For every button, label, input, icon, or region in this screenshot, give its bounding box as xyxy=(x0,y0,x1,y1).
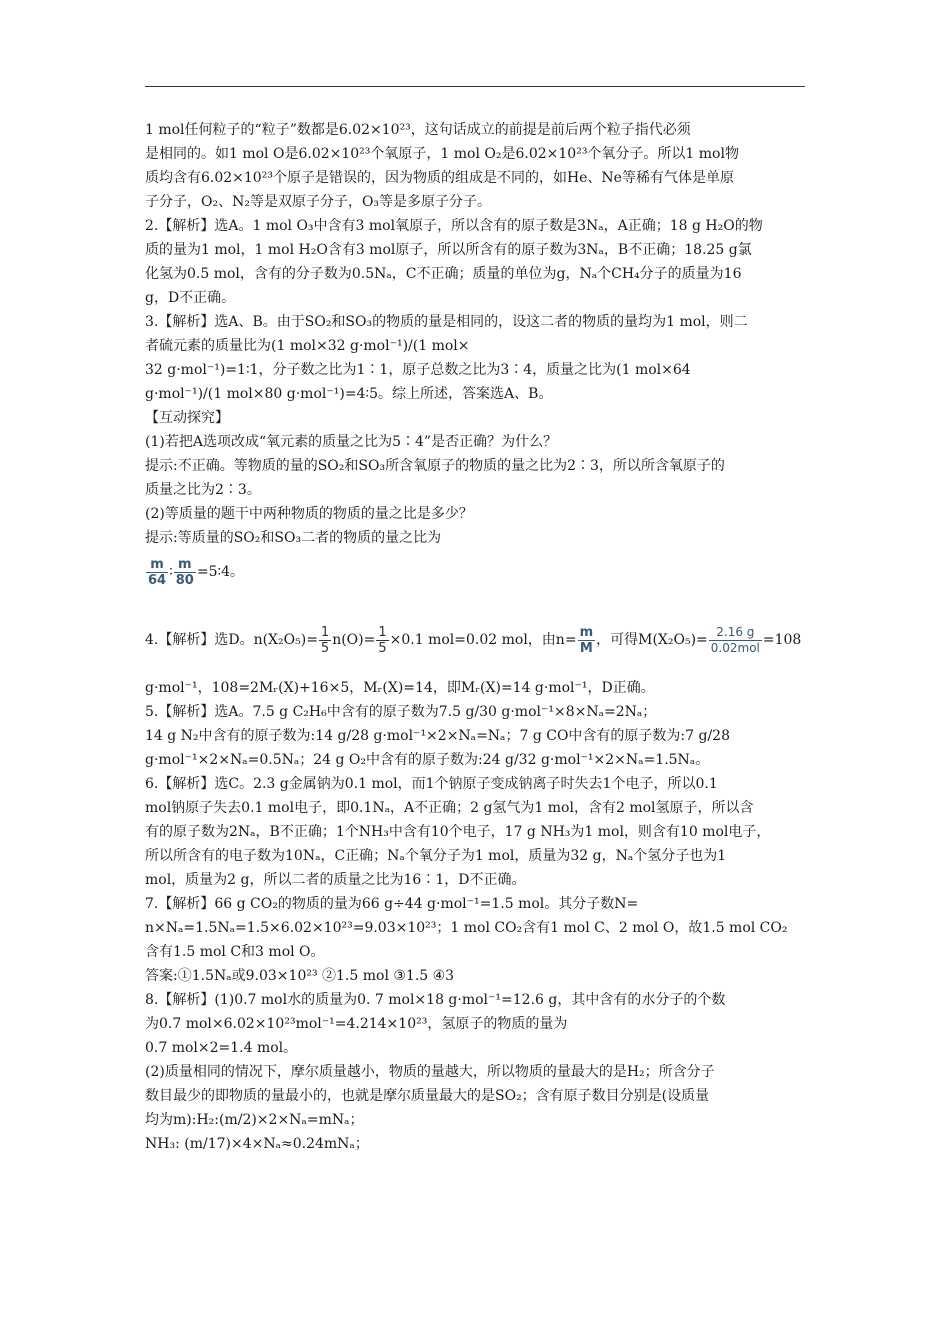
text-line: g·mol⁻¹×2×Nₐ=0.5Nₐ；24 g O₂中含有的原子数为:24 g/32 g·mol⁻¹×2×Nₐ=1.5Nₐ。 xyxy=(145,752,710,768)
text-line: mol钠原子失去0.1 mol电子，即0.1Nₐ，A不正确；2 g氢气为1 mol，含有2 mol氢原子，所以含 xyxy=(145,800,754,816)
answer-line: 答案:①1.5Nₐ或9.03×10²³ ②1.5 mol ③1.5 ④3 xyxy=(145,968,455,984)
fraction: $\frac{m}{M}$ xyxy=(579,624,594,656)
text-line: 含有1.5 mol C和3 mol O。 xyxy=(145,944,325,960)
text-line: 6.【解析】选C。2.3 g金属钠为0.1 mol，而1个钠原子变成钠离子时失去1个电子，所以0.1 xyxy=(145,776,718,792)
q4-formula-line: 4.【解析】选D。n(X₂O₅)= $\frac{1}{5}$ n(O)= $\frac{1}{5}$ ×0.1 mol=0.02 mol，由n= $\frac{m}{M}$ ，可得M(X₂O₅)= $\frac{2.16 g}{\text{0.02mol}}$ =108 xyxy=(145,624,802,656)
text-line: 数目最少的即物质的量最小的，也就是摩尔质量最大的是SO₂；含有原子数目分别是(设质量 xyxy=(145,1088,710,1104)
text-line: g·mol⁻¹，108=2Mᵣ(X)+16×5，Mᵣ(X)=14，即Mᵣ(X)=14 g·mol⁻¹，D正确。 xyxy=(145,680,655,696)
text-line: 8.【解析】(1)0.7 mol水的质量为0. 7 mol×18 g·mol⁻¹=12.6 g，其中含有的水分子的个数 xyxy=(145,992,726,1008)
text-line: 32 g·mol⁻¹)=1∶1，分子数之比为1∶1，原子总数之比为3∶4，质量之比为(1 mol×64 xyxy=(145,362,691,378)
text-line: 提示:等质量的SO₂和SO₃二者的物质的量之比为 xyxy=(145,530,442,546)
answer-text xyxy=(145,118,807,1156)
text-line: (2)质量相同的情况下，摩尔质量越小，物质的量越大，所以物质的量最大的是H₂；所含分子 xyxy=(145,1064,715,1080)
fraction: $\frac{1}{5}$ xyxy=(320,624,330,656)
text-line: 化氢为0.5 mol，含有的分子数为0.5Nₐ，C不正确；质量的单位为g，Nₐ个CH₄分子的质量为16 xyxy=(145,266,742,282)
text-line: mol，质量为2 g，所以二者的质量之比为16∶1，D不正确。 xyxy=(145,872,526,888)
text-line: 5.【解析】选A。7.5 g C₂H₆中含有的原子数为7.5 g/30 g·mol⁻¹×8×Nₐ=2Nₐ； xyxy=(145,704,657,720)
text-line: 3.【解析】选A、B。由于SO₂和SO₃的物质的量是相同的，设这二者的物质的量均为1 mol，则二 xyxy=(145,314,748,330)
text-line: 所以所含有的电子数为10Nₐ，C正确；Nₐ个氧分子为1 mol，质量为32 g，Nₐ个氢分子也为1 xyxy=(145,848,727,864)
fraction: $\frac{m}{64}$ xyxy=(148,556,167,588)
text-line: 1 mol任何粒子的“粒子”数都是6.02×10²³，这句话成立的前提是前后两个粒子指代必须 xyxy=(145,122,691,138)
text-line: (2)等质量的题干中两种物质的物质的量之比是多少？ xyxy=(145,506,473,522)
text-line: n×Nₐ=1.5Nₐ=1.5×6.02×10²³=9.03×10²³；1 mol CO₂含有1 mol C、2 mol O，故1.5 mol CO₂ xyxy=(145,920,788,936)
fraction: $\frac{1}{5}$ xyxy=(378,624,387,656)
text-line: 有的原子数为2Nₐ，B不正确；1个NH₃中含有10个电子，17 g NH₃为1 mol，则含有10 mol电子， xyxy=(145,824,771,840)
text-line: 质的量为1 mol，1 mol H₂O含有3 mol原子，所以所含有的原子数为3Nₐ，B不正确；18.25 g氯 xyxy=(145,242,752,258)
text-line: g·mol⁻¹)/(1 mol×80 g·mol⁻¹)=4∶5。综上所述，答案选A、B。 xyxy=(145,386,553,402)
text-line: 质量之比为2∶3。 xyxy=(145,482,261,498)
text-line: 14 g N₂中含有的原子数为:14 g/28 g·mol⁻¹×2×Nₐ=Nₐ；7 g CO中含有的原子数为:7 g/28 xyxy=(145,728,730,744)
text-line: 子分子，O₂、N₂等是双原子分子，O₃等是多原子分子。 xyxy=(145,194,492,210)
text-line: 是相同的。如1 mol O是6.02×10²³个氧原子，1 mol O₂是6.02×10²³个氧分子。所以1 mol物 xyxy=(145,146,739,162)
ratio-formula: $\frac{m}{64}$ ∶ $\frac{m}{80}$ =5∶4。 xyxy=(148,556,245,588)
text-line: 者硫元素的质量比为(1 mol×32 g·mol⁻¹)/(1 mol× xyxy=(145,338,470,354)
text-line: 0.7 mol×2=1.4 mol。 xyxy=(145,1040,298,1056)
fraction: $\frac{2.16 g}{\text{0.02mol}}$ xyxy=(710,624,760,655)
text-line: g，D不正确。 xyxy=(145,290,236,306)
text-line: (1)若把A选项改成“氧元素的质量之比为5∶4”是否正确？为什么？ xyxy=(145,434,558,450)
text-line: 为0.7 mol×6.02×10²³mol⁻¹=4.214×10²³，氢原子的物质的量为 xyxy=(145,1016,568,1032)
text-line: 7.【解析】66 g CO₂的物质的量为66 g÷44 g·mol⁻¹=1.5 mol。其分子数N= xyxy=(145,896,639,912)
fraction: $\frac{m}{80}$ xyxy=(175,556,194,588)
section-heading: 【互动探究】 xyxy=(145,410,229,426)
text-line: NH₃: (m/17)×4×Nₐ≈0.24mNₐ； xyxy=(145,1136,369,1152)
text-line: 均为m):H₂:(m/2)×2×Nₐ=mNₐ； xyxy=(145,1112,364,1128)
text-line: 提示:不正确。等物质的量的SO₂和SO₃所含氧原子的物质的量之比为2∶3，所以所含氧原子的 xyxy=(145,458,725,474)
text-line: 质均含有6.02×10²³个原子是错误的，因为物质的组成是不同的，如He、Ne等稀有气体是单原 xyxy=(145,170,734,186)
text-line: 2.【解析】选A。1 mol O₃中含有3 mol氧原子，所以含有的原子数是3Nₐ，A正确；18 g H₂O的物 xyxy=(145,218,763,234)
header-rule xyxy=(145,86,805,87)
